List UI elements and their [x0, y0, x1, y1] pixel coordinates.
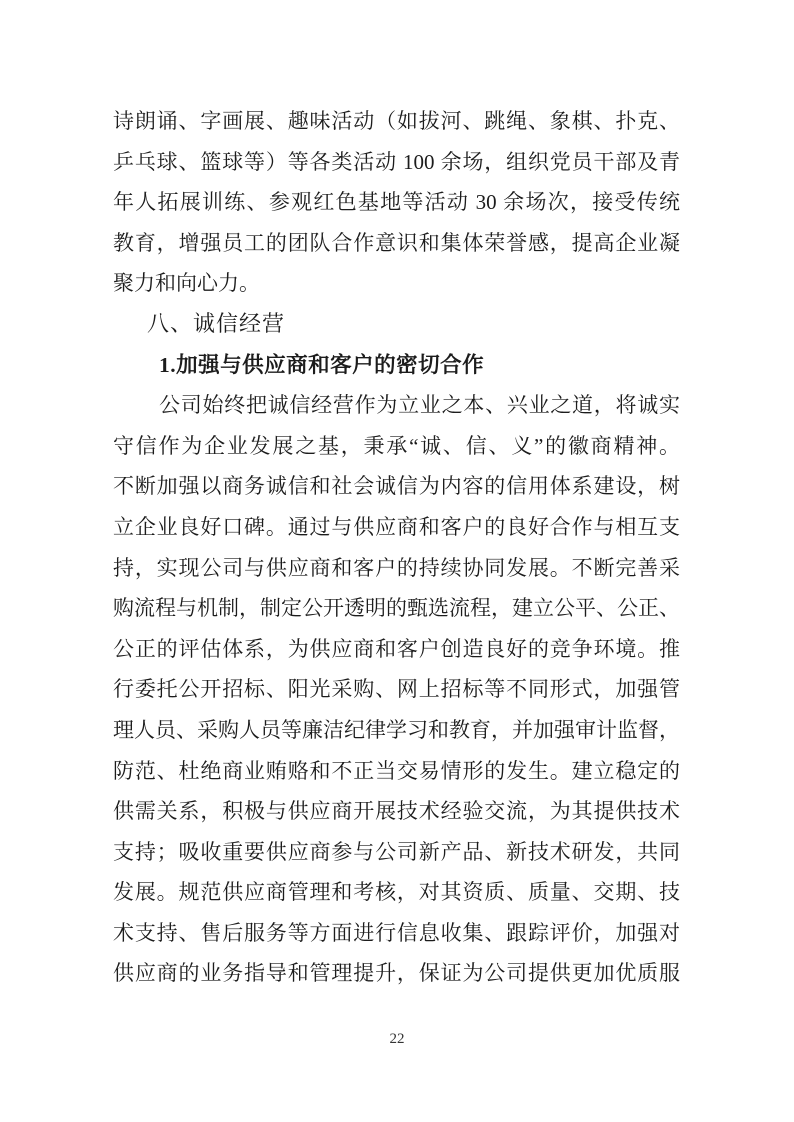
text-line: 聚力和向心力。 [113, 271, 260, 296]
text-line: 支持；吸收重要供应商参与公司新产品、新技术研发，共同 [113, 839, 680, 864]
section-heading-integrity: 八、诚信经营 [147, 310, 286, 336]
text-line: 持，实现公司与供应商和客户的持续协同发展。不断完善采 [113, 555, 680, 580]
text-line: 理人员、采购人员等廉洁纪律学习和教育，并加强审计监督， [113, 717, 680, 742]
subsection-heading-cooperation: 1.加强与供应商和客户的密切合作 [159, 352, 485, 377]
text-line: 教育，增强员工的团队合作意识和集体荣誉感，提高企业凝 [113, 230, 680, 255]
text-line: 供需关系，积极与供应商开展技术经验交流，为其提供技术 [113, 799, 680, 824]
text-line: 发展。规范供应商管理和考核，对其资质、质量、交期、技 [113, 880, 680, 905]
text-line: 年人拓展训练、参观红色基地等活动 30 余场次，接受传统 [113, 190, 680, 215]
text-line: 立企业良好口碑。通过与供应商和客户的良好合作与相互支 [113, 514, 680, 539]
paragraph-activities [113, 101, 680, 304]
document-content [113, 101, 680, 994]
text-line: 行委托公开招标、阳光采购、网上招标等不同形式，加强管 [113, 677, 680, 702]
page-number: 22 [389, 1031, 405, 1047]
text-line: 公司始终把诚信经营作为立业之本、兴业之道，将诚实 [159, 393, 680, 418]
text-line: 诗朗诵、字画展、趣味活动（如拔河、跳绳、象棋、扑克、 [113, 109, 680, 133]
text-line: 公正的评估体系，为供应商和客户创造良好的竞争环境。推 [113, 636, 680, 661]
text-line: 供应商的业务指导和管理提升，保证为公司提供更加优质服 [113, 961, 680, 986]
text-line: 防范、杜绝商业贿赂和不正当交易情形的发生。建立稳定的 [113, 758, 680, 783]
text-line: 乒乓球、篮球等）等各类活动 100 余场，组织党员干部及青 [113, 149, 680, 174]
paragraph-integrity [113, 385, 680, 994]
text-line: 守信作为企业发展之基，秉承“诚、信、义”的徽商精神。 [113, 433, 680, 458]
text-line: 不断加强以商务诚信和社会诚信为内容的信用体系建设，树 [113, 474, 680, 499]
text-line: 术支持、售后服务等方面进行信息收集、跟踪评价，加强对 [113, 920, 680, 945]
text-line: 购流程与机制，制定公开透明的甄选流程，建立公平、公正、 [113, 596, 680, 621]
